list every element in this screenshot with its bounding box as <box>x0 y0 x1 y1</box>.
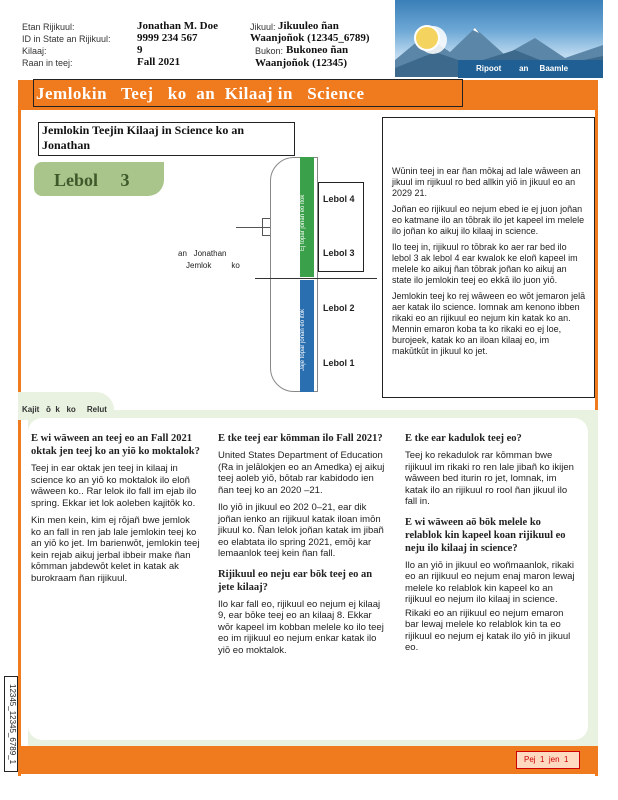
faq-question: E wi wāween aō bōk melele ko relablok kin kapeel koan rijikuul eo neju ilo kilaaj in science? <box>405 516 566 554</box>
page-title: Jemlokin Teej ko an Kilaaj in Science <box>36 84 365 103</box>
info-box-text <box>392 166 588 357</box>
report-subtitle: Jemlokin Teejin Kilaaj in Science ko an Jonathan <box>42 123 245 152</box>
banner-caption: Ripoot an Baamle <box>458 60 603 78</box>
level-divider <box>255 278 377 279</box>
state-id-value: 9999 234 567 <box>137 32 198 44</box>
level-4-label: Lebol 4 <box>323 194 355 204</box>
faq-column-3 <box>405 432 577 654</box>
term-value: Fall 2021 <box>137 56 181 68</box>
footer-bar <box>18 746 598 774</box>
document-id: 12345_12345_6789_1 <box>8 683 17 765</box>
student-name-value: Jonathan M. Doe <box>137 20 218 32</box>
faq-column-1 <box>31 432 201 584</box>
faq-question: E wi wāween an teej eo an Fall 2021 oktak jen teej ko an yiō ko moktalok? <box>31 433 200 457</box>
school-value-line1: Jikuuleo ñan <box>278 20 339 32</box>
info-paragraph: Joñan eo rijikuul eo nejum ebed ie ej juon joñan eo katmane ilo an tōbrak ilo jet kapeel im melele ilo joñan ko aikuj ilo kilaaj in science. <box>392 204 585 236</box>
info-paragraph: Jemlokin teej ko rej wāween eo wōt jemaron jelā aer katak ilo science. Iomnak am kenono ibben rikaki eo an rijikuul eo nejum kin katak ko an. Mennin emaron koba ta ko rikaki eo ej loe, burojeek, katak ko an iloan kilaaj eo, im makūtkūt in jikuul ko jet. <box>392 291 586 356</box>
term-label: Raan in teej: <box>22 58 73 68</box>
faq-answer: United States Department of Education (Ra in jelālokjen eo an Amedka) ej aikuj teej aoleb yiō, bōtab rar kabidodo ien ñan teej ko an 2020 –21. <box>218 450 385 496</box>
faq-answer: Rikaki eo an rijikuul eo nejum emaron bar lewaj melele ko relablok kin ta eo rijikuul eo nejum ej katak ilo yiō in jikuul eo. <box>405 607 571 653</box>
seal-logo-icon <box>414 25 440 51</box>
grade-value: 9 <box>137 44 143 56</box>
faq-answer: Teej in ear oktak jen teej in kilaaj in science ko an yiō ko moktalok ilo eloñ wāween ko.. Rar lelok ilo fall im ejab ilo spring. Ekkar iet lok aoleben kajitōk ko. <box>31 463 197 509</box>
page-number: Pej 1 jen 1 <box>524 755 569 764</box>
faq-question: E tke teej ear kōmman ilo Fall 2021? <box>218 433 383 444</box>
faq-question: E tke ear kadulok teej eo? <box>405 433 522 444</box>
district-value-line2: Waanjoñok (12345) <box>255 57 347 69</box>
school-label: Jikuul: <box>250 22 276 32</box>
faq-question: Rijikuul eo neju ear bōk teej eo an jete kilaaj? <box>218 568 373 593</box>
student-label-line2: Jemlok ko <box>186 261 240 270</box>
faq-answer: Ilo yiō in jikuul eo 202 0–21, ear dik joñan ienko an rijikuul katak iloan imōn jikuul ko. Ñan lelok joñan katak im jibañ eo elabtata ilo spring 2021, emōj kar lemaanlok teej kein ñan fall. <box>218 502 384 559</box>
faq-column-2 <box>218 432 388 656</box>
faq-answer: Ilo an yiō in jikuul eo woñmaanlok, rikaki eo an rijikuul eo nejum enaj maron lewaj melele ko relablok kin kapeel ko an rijikuul eo nejum ilo kilaaj in science. <box>405 559 575 605</box>
level-3-label: Lebol 3 <box>323 248 355 258</box>
district-label: Bukon: <box>255 46 284 56</box>
level-2-label: Lebol 2 <box>323 303 355 313</box>
student-label-line1: an Jonathan <box>178 249 227 258</box>
faq-answer: Ilo kar fall eo, rijikuul eo nejum ej kilaaj 9, ear bōke teej eo an kilaaj 8. Ekkar wōr kapeel im kobban melele ko ilo teej eo im rijikuul eo nejum enkar katak ilo yiō eo moktalok. <box>218 598 384 656</box>
student-level: Lebol 3 <box>54 170 130 190</box>
faq-tab-label: Kajit ō k ko Relut <box>22 405 107 414</box>
upper-segment-label: Ej tōpar joñan eo itok <box>300 194 306 252</box>
level-1-label: Lebol 1 <box>323 358 355 368</box>
lower-segment-label: Jaje tōpar joñan eo itok <box>300 308 306 372</box>
student-marker-bracket <box>262 218 270 236</box>
school-value-line2: Waanjoñok (12345_6789) <box>250 32 370 44</box>
student-name-label: Etan Rijikuul: <box>22 22 75 32</box>
district-value-line1: Bukoneo ñan <box>286 44 349 56</box>
grade-label: Kilaaj: <box>22 46 47 56</box>
faq-answer: Kin men kein, kim ej rōjañ bwe jemlok ko an fall in ren jab lale jemlokin teej ko an yiō ko jet. Im barienwōt, jemlokin teej kein rejab aikuj jerbal ibbeir make ñan kōmman jabdewōt kelet in katak ak burokraam ñan rijikuul. <box>31 515 200 584</box>
state-id-label: ID in State an Rijikuul: <box>22 34 111 44</box>
info-paragraph: Ilo teej in, rijikuul ro tōbrak ko aer rar bed ilo lebol 3 ak lebol 4 ear kwalok ke eloñ kapeel im melele ko aikuj ñan tōbrak joñan ko aikuj an state ilo jemlokin teej eo ekkā ilo juon yiō. <box>392 242 578 285</box>
faq-answer: Teej ko rekadulok rar kōmman bwe rijikuul im rikaki ro ren lale jibañ ko ikijen wāween bed iturin ro jet, lomnak, im katak ilo an rijikuul ro rool ñan jikuul ilo fall in. <box>405 450 574 507</box>
info-paragraph: Wūnin teej in ear ñan mōkaj ad lale wāween an jikuul im rijikuul ro bed allkin yiō in jikuul eo an 2029 21. <box>392 166 581 198</box>
